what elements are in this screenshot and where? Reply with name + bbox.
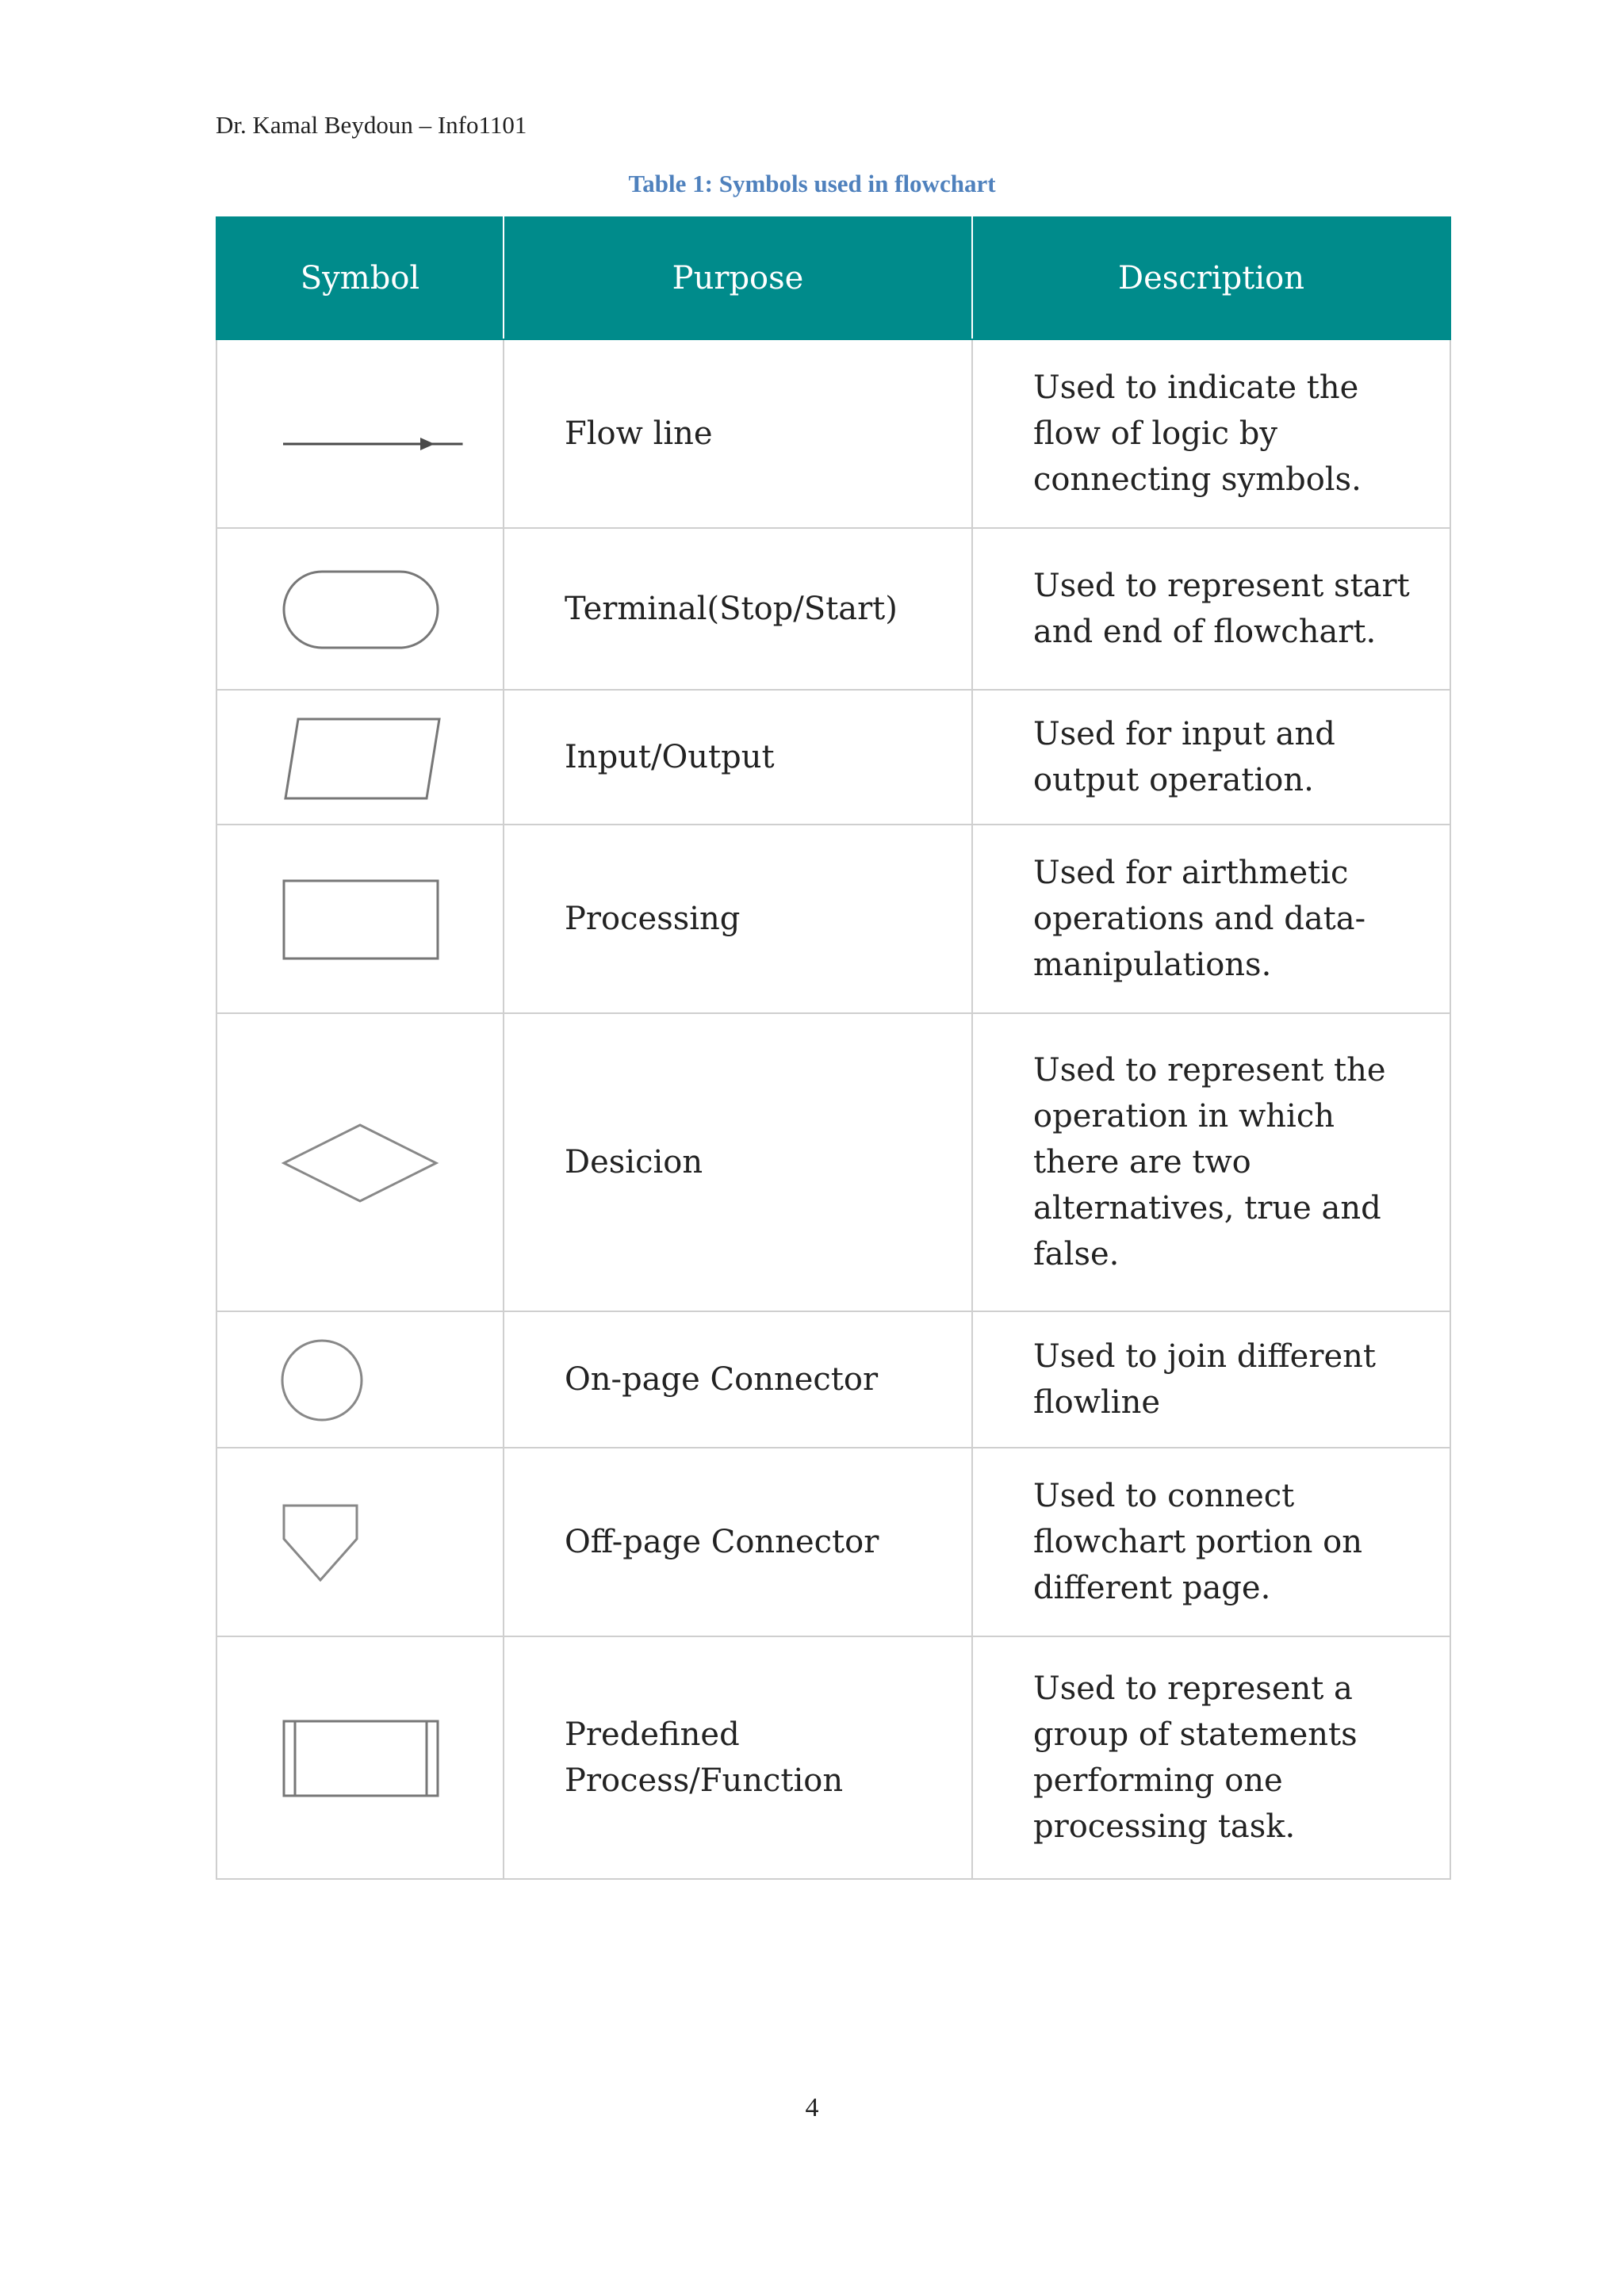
predefined-process-icon <box>217 1637 504 1880</box>
table-row <box>216 825 1450 1013</box>
symbol-cell <box>216 1448 504 1636</box>
symbol-cell <box>216 1013 504 1311</box>
input-output-parallelogram-icon <box>217 691 504 825</box>
column-header-symbol: Symbol <box>216 217 504 339</box>
description-cell: Used to indicate the flow of logic by connecting symbols. <box>972 339 1450 528</box>
column-header-description: Description <box>972 217 1450 339</box>
purpose-cell: Terminal(Stop/Start) <box>504 528 972 690</box>
symbol-cell <box>216 825 504 1013</box>
purpose-cell: Predefined Process/Function <box>504 1636 972 1879</box>
column-header-purpose: Purpose <box>504 217 972 339</box>
symbol-cell <box>216 528 504 690</box>
description-cell: Used to represent start and end of flowchart. <box>972 528 1450 690</box>
purpose-cell: On-page Connector <box>504 1311 972 1448</box>
on-page-connector-circle-icon <box>217 1312 504 1448</box>
table-row <box>216 690 1450 825</box>
table-caption: Table 1: Symbols used in flowchart <box>628 170 996 197</box>
description-cell: Used to connect flowchart portion on different page. <box>972 1448 1450 1636</box>
description-cell: Used for input and output operation. <box>972 690 1450 825</box>
table-row <box>216 1013 1450 1311</box>
symbol-cell <box>216 1636 504 1879</box>
off-page-connector-pentagon-icon <box>217 1448 504 1637</box>
purpose-cell: Desicion <box>504 1013 972 1311</box>
table-row <box>216 1311 1450 1448</box>
table-row <box>216 1448 1450 1636</box>
purpose-cell: Processing <box>504 825 972 1013</box>
description-cell: Used for airthmetic operations and data-manipulations. <box>972 825 1450 1013</box>
purpose-cell: Flow line <box>504 339 972 528</box>
page-header: Dr. Kamal Beydoun – Info1101 <box>216 111 527 139</box>
symbol-cell <box>216 339 504 528</box>
symbol-cell <box>216 690 504 825</box>
table-header-row <box>216 217 1450 339</box>
description-cell: Used to represent the operation in which there are two alternatives, true and false. <box>972 1013 1450 1311</box>
processing-rectangle-icon <box>217 825 504 1014</box>
purpose-cell: Input/Output <box>504 690 972 825</box>
terminal-rounded-rect-icon <box>217 529 504 691</box>
table-row <box>216 1636 1450 1879</box>
description-cell: Used to represent a group of statements performing one processing task. <box>972 1636 1450 1879</box>
purpose-cell: Off-page Connector <box>504 1448 972 1636</box>
table-row <box>216 528 1450 690</box>
description-cell: Used to join different flowline <box>972 1311 1450 1448</box>
page-number: 4 <box>805 2093 819 2122</box>
flowchart-symbols-table <box>216 216 1451 1880</box>
symbol-cell <box>216 1311 504 1448</box>
decision-diamond-icon <box>217 1014 504 1312</box>
table-row <box>216 339 1450 528</box>
flow-line-arrow-icon <box>217 340 504 529</box>
